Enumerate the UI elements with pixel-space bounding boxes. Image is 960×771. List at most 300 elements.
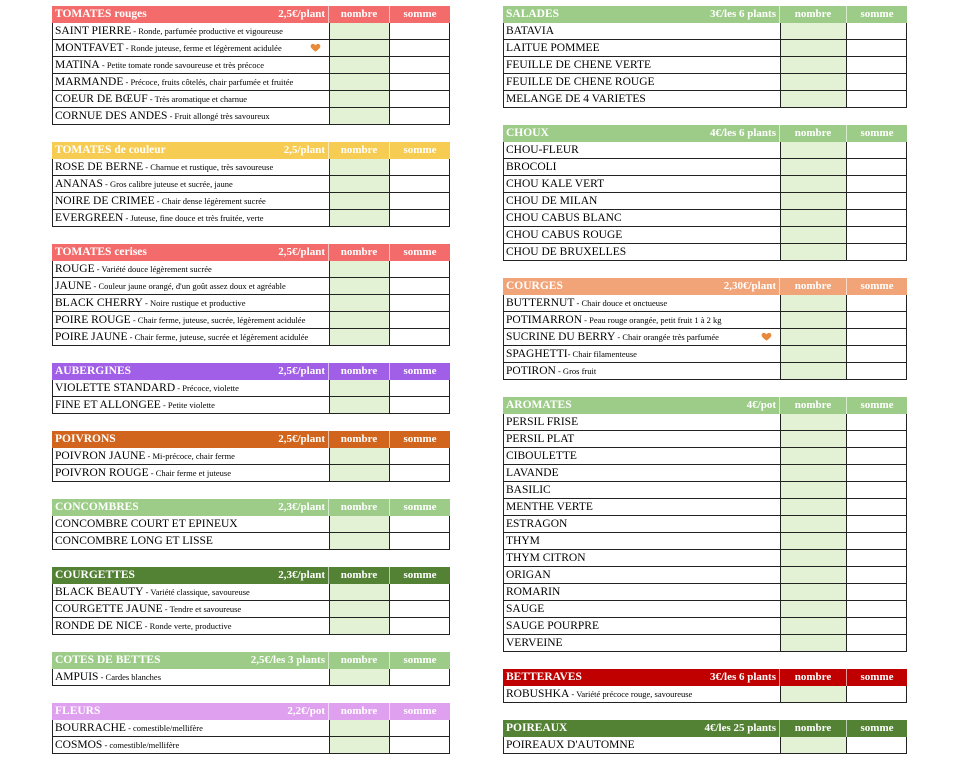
sum-cell: [847, 193, 907, 209]
column-header-nombre: nombre: [328, 244, 389, 261]
quantity-cell[interactable]: [780, 567, 847, 583]
item-label: [53, 74, 329, 90]
item-label: [504, 193, 780, 209]
item-name: MATINA: [55, 59, 100, 71]
quantity-cell[interactable]: [329, 618, 390, 634]
sum-cell: [390, 312, 450, 328]
item-name: MARMANDE: [55, 76, 124, 88]
item-description: - Très aromatique et charnue: [147, 94, 248, 104]
quantity-cell[interactable]: [329, 57, 390, 73]
item-name: MELANGE DE 4 VARIETES: [506, 93, 646, 105]
quantity-cell[interactable]: [780, 635, 847, 651]
quantity-cell[interactable]: [329, 261, 390, 277]
quantity-cell[interactable]: [780, 142, 847, 158]
table-row: [53, 23, 450, 40]
table-row: [504, 584, 907, 601]
table-row: [53, 91, 450, 108]
item-rows: [503, 414, 907, 652]
quantity-cell[interactable]: [329, 601, 390, 617]
item-description: - Chair douce et onctueuse: [574, 298, 668, 308]
item-name: ROMARIN: [506, 586, 561, 598]
item-label: [504, 74, 780, 90]
item-name: VIOLETTE STANDARD: [55, 382, 176, 394]
table-row: [53, 329, 450, 346]
section-header: [52, 142, 450, 159]
table-row: [504, 550, 907, 567]
item-name: BLACK CHERRY: [55, 297, 143, 309]
sum-cell: [390, 465, 450, 481]
item-label: [53, 397, 329, 413]
item-name: COEUR DE BŒUF: [55, 93, 148, 105]
quantity-cell[interactable]: [780, 533, 847, 549]
item-label: [504, 23, 780, 39]
section-header: [52, 6, 450, 23]
quantity-cell[interactable]: [329, 329, 390, 345]
sum-cell: [847, 601, 907, 617]
sum-cell: [847, 737, 907, 753]
section-price: 2,5€/plant: [278, 365, 325, 377]
quantity-cell[interactable]: [780, 176, 847, 192]
quantity-cell[interactable]: [329, 91, 390, 107]
column-header-somme: somme: [389, 6, 450, 23]
column-header-nombre: nombre: [328, 652, 389, 669]
table-row: [53, 193, 450, 210]
quantity-cell[interactable]: [329, 176, 390, 192]
item-label: [53, 618, 329, 634]
sum-cell: [847, 584, 907, 600]
sum-cell: [847, 176, 907, 192]
sum-cell: [390, 159, 450, 175]
item-name: LAITUE POMMEE: [506, 42, 600, 54]
table-row: [53, 584, 450, 601]
section-title: AROMATES: [506, 399, 572, 411]
item-name: CHOU KALE VERT: [506, 178, 605, 190]
item-label: [53, 448, 329, 464]
item-label: [504, 550, 780, 566]
item-label: [504, 465, 780, 481]
item-name: ROSE DE BERNE: [55, 161, 144, 173]
item-name: MENTHE VERTE: [506, 501, 593, 513]
item-label: [504, 295, 780, 311]
sum-cell: [390, 329, 450, 345]
table-row: [504, 686, 907, 703]
table-row: [53, 516, 450, 533]
item-name: SAUGE: [506, 603, 545, 615]
item-rows: [52, 720, 450, 754]
table-row: [504, 210, 907, 227]
quantity-cell[interactable]: [780, 618, 847, 634]
section-betteraves: [503, 669, 907, 703]
table-row: [53, 278, 450, 295]
column-header-somme: somme: [846, 278, 907, 295]
quantity-cell[interactable]: [329, 737, 390, 753]
quantity-cell[interactable]: [780, 550, 847, 566]
table-row: [53, 74, 450, 91]
item-label: [504, 40, 780, 56]
sum-cell: [847, 618, 907, 634]
quantity-cell[interactable]: [780, 363, 847, 379]
quantity-cell[interactable]: [329, 465, 390, 481]
quantity-cell[interactable]: [329, 108, 390, 124]
sum-cell: [847, 40, 907, 56]
section-header: [52, 652, 450, 669]
item-name: POTIMARRON: [506, 314, 583, 326]
item-label: [53, 210, 329, 226]
column-header-somme: somme: [846, 125, 907, 142]
table-row: [53, 669, 450, 686]
table-row: [53, 312, 450, 329]
table-row: [504, 295, 907, 312]
item-name: FINE ET ALLONGEE: [55, 399, 161, 411]
table-row: [53, 176, 450, 193]
item-label: [504, 312, 780, 328]
item-name: THYM: [506, 535, 540, 547]
item-name: CHOU-FLEUR: [506, 144, 579, 156]
quantity-cell[interactable]: [780, 91, 847, 107]
column-header-somme: somme: [846, 669, 907, 686]
quantity-cell[interactable]: [780, 74, 847, 90]
quantity-cell[interactable]: [780, 482, 847, 498]
section-price: 2,5€/plant: [278, 8, 325, 20]
item-name: POIVRON JAUNE: [55, 450, 146, 462]
quantity-cell[interactable]: [780, 686, 847, 702]
column-header-nombre: nombre: [328, 142, 389, 159]
item-label: [504, 210, 780, 226]
section-title: COURGES: [506, 280, 563, 292]
quantity-cell[interactable]: [329, 516, 390, 532]
section-title: CONCOMBRES: [55, 501, 139, 513]
item-rows: [52, 261, 450, 346]
section-price: 3€/les 6 plants: [709, 8, 776, 20]
item-description: - Chair ferme et juteuse: [148, 468, 231, 478]
quantity-cell[interactable]: [780, 584, 847, 600]
table-row: [504, 244, 907, 261]
sum-cell: [847, 465, 907, 481]
item-name: ORIGAN: [506, 569, 551, 581]
table-row: [53, 720, 450, 737]
sum-cell: [390, 618, 450, 634]
table-row: [53, 601, 450, 618]
section-header: [52, 244, 450, 261]
item-rows: [52, 23, 450, 125]
item-name: CHOU CABUS BLANC: [506, 212, 622, 224]
quantity-cell[interactable]: [780, 329, 847, 345]
item-label: [504, 159, 780, 175]
item-label: [53, 278, 329, 294]
quantity-cell[interactable]: [329, 193, 390, 209]
table-row: [53, 533, 450, 550]
quantity-cell[interactable]: [329, 533, 390, 549]
quantity-cell[interactable]: [329, 40, 390, 56]
quantity-cell[interactable]: [780, 465, 847, 481]
section-title: SALADES: [506, 8, 560, 20]
item-name: COSMOS: [55, 739, 103, 751]
sum-cell: [847, 635, 907, 651]
left-column: [52, 6, 450, 771]
column-header-somme: somme: [389, 363, 450, 380]
item-rows: [503, 23, 907, 108]
column-header-somme: somme: [846, 720, 907, 737]
quantity-cell[interactable]: [329, 159, 390, 175]
item-name: BROCOLI: [506, 161, 557, 173]
quantity-cell[interactable]: [780, 499, 847, 515]
column-header-somme: somme: [389, 652, 450, 669]
heart-icon: [761, 331, 772, 342]
section-price: 3€/les 6 plants: [709, 671, 776, 683]
item-label: [53, 601, 329, 617]
table-row: [504, 159, 907, 176]
item-label: [504, 584, 780, 600]
section-title: TOMATES cerises: [55, 246, 147, 258]
item-description: - Fruit allongé très savoureux: [167, 111, 270, 121]
section-price: 4€/pot: [746, 399, 776, 411]
item-description: - Petite tomate ronde savoureuse et très précoce: [99, 60, 264, 70]
table-row: [53, 108, 450, 125]
item-rows: [503, 142, 907, 261]
item-label: [53, 516, 329, 532]
table-row: [504, 414, 907, 431]
item-name: SAUGE POURPRE: [506, 620, 599, 632]
table-row: [53, 261, 450, 278]
quantity-cell[interactable]: [329, 720, 390, 736]
item-name: BLACK BEAUTY: [55, 586, 144, 598]
right-column: [503, 6, 907, 771]
item-description: - Juteuse, fine douce et très fruitée, verte: [123, 213, 264, 223]
item-description: - Variété douce légèrement sucrée: [94, 264, 212, 274]
item-label: [504, 618, 780, 634]
item-description: - Chair dense légèrement sucrée: [154, 196, 266, 206]
item-label: [504, 601, 780, 617]
quantity-cell[interactable]: [780, 601, 847, 617]
sum-cell: [390, 23, 450, 39]
item-description: - Ronde verte, productive: [142, 621, 232, 631]
column-header-somme: somme: [389, 142, 450, 159]
item-description: - Ronde juteuse, ferme et légèrement acidulée: [123, 43, 282, 53]
table-row: [53, 737, 450, 754]
quantity-cell[interactable]: [329, 669, 390, 685]
item-label: [504, 346, 780, 362]
sum-cell: [390, 74, 450, 90]
table-row: [504, 40, 907, 57]
sum-cell: [390, 737, 450, 753]
quantity-cell[interactable]: [780, 57, 847, 73]
sum-cell: [390, 210, 450, 226]
sum-cell: [390, 669, 450, 685]
quantity-cell[interactable]: [780, 448, 847, 464]
item-name: MONTFAVET: [55, 42, 124, 54]
section-title: AUBERGINES: [55, 365, 132, 377]
sum-cell: [847, 516, 907, 532]
item-label: [53, 261, 329, 277]
item-label: [504, 567, 780, 583]
sum-cell: [390, 533, 450, 549]
table-row: [504, 142, 907, 159]
item-name: ROUGE: [55, 263, 95, 275]
item-label: [53, 533, 329, 549]
section-poivrons: [52, 431, 450, 482]
sum-cell: [390, 193, 450, 209]
item-name: SPAGHETTI: [506, 348, 568, 360]
quantity-cell[interactable]: [329, 448, 390, 464]
section-salades: [503, 6, 907, 108]
quantity-cell[interactable]: [329, 74, 390, 90]
quantity-cell[interactable]: [329, 278, 390, 294]
item-label: [53, 40, 329, 56]
item-name: CONCOMBRE COURT ET EPINEUX: [55, 518, 238, 530]
table-row: [53, 448, 450, 465]
item-label: [504, 142, 780, 158]
section-price: 2,5€/plant: [278, 246, 325, 258]
item-label: [504, 516, 780, 532]
sum-cell: [390, 91, 450, 107]
section-title: COTES DE BETTES: [55, 654, 161, 666]
sum-cell: [847, 142, 907, 158]
column-header-nombre: nombre: [328, 567, 389, 584]
sum-cell: [847, 227, 907, 243]
quantity-cell[interactable]: [780, 431, 847, 447]
section-price: 2,30€/plant: [723, 280, 776, 292]
item-description: - comestible/mellifère: [125, 723, 203, 733]
quantity-cell[interactable]: [780, 159, 847, 175]
item-label: [504, 448, 780, 464]
item-name: RONDE DE NICE: [55, 620, 143, 632]
quantity-cell[interactable]: [780, 295, 847, 311]
item-description: - Chair filamenteuse: [567, 349, 637, 359]
sum-cell: [390, 176, 450, 192]
table-row: [504, 176, 907, 193]
table-row: [504, 618, 907, 635]
column-header-somme: somme: [389, 703, 450, 720]
section-header: [52, 363, 450, 380]
quantity-cell[interactable]: [780, 737, 847, 753]
quantity-cell[interactable]: [329, 312, 390, 328]
item-label: [504, 227, 780, 243]
item-name: SUCRINE DU BERRY: [506, 331, 616, 343]
section-tomates-cerises: [52, 244, 450, 346]
table-row: [504, 499, 907, 516]
item-label: [53, 329, 329, 345]
table-row: [504, 23, 907, 40]
item-label: [504, 635, 780, 651]
item-name: SAINT PIERRE: [55, 25, 132, 37]
table-row: [53, 380, 450, 397]
item-name: BUTTERNUT: [506, 297, 575, 309]
item-label: [53, 91, 329, 107]
quantity-cell[interactable]: [780, 193, 847, 209]
section-price: 2,3€/plant: [278, 569, 325, 581]
section-aromates: [503, 397, 907, 652]
item-description: - Mi-précoce, chair ferme: [145, 451, 235, 461]
quantity-cell[interactable]: [329, 584, 390, 600]
table-row: [504, 312, 907, 329]
sum-cell: [847, 312, 907, 328]
item-label: [53, 57, 329, 73]
item-label: [504, 414, 780, 430]
column-header-nombre: nombre: [779, 397, 846, 414]
column-header-nombre: nombre: [328, 499, 389, 516]
quantity-cell[interactable]: [780, 40, 847, 56]
section-title: POIVRONS: [55, 433, 116, 445]
table-row: [53, 618, 450, 635]
item-name: CHOU DE BRUXELLES: [506, 246, 627, 258]
table-row: [504, 363, 907, 380]
item-name: VERVEINE: [506, 637, 563, 649]
item-label: [504, 176, 780, 192]
quantity-cell[interactable]: [780, 23, 847, 39]
column-header-somme: somme: [389, 499, 450, 516]
column-header-nombre: nombre: [779, 125, 846, 142]
section-title: FLEURS: [55, 705, 101, 717]
item-name: ANANAS: [55, 178, 103, 190]
table-row: [504, 635, 907, 652]
item-name: LAVANDE: [506, 467, 559, 479]
item-label: [53, 295, 329, 311]
sum-cell: [390, 57, 450, 73]
section-price: 2,5/plant: [283, 144, 325, 156]
quantity-cell[interactable]: [780, 312, 847, 328]
column-header-nombre: nombre: [779, 669, 846, 686]
column-header-nombre: nombre: [779, 6, 846, 23]
item-label: [504, 91, 780, 107]
sum-cell: [847, 448, 907, 464]
section-price: 2,2€/pot: [287, 705, 325, 717]
item-label: [504, 533, 780, 549]
sum-cell: [390, 720, 450, 736]
item-name: PERSIL FRISE: [506, 416, 579, 428]
section-header: [503, 278, 907, 295]
item-name: CHOU DE MILAN: [506, 195, 598, 207]
quantity-cell[interactable]: [780, 227, 847, 243]
section-title: TOMATES de couleur: [55, 144, 166, 156]
table-row: [504, 601, 907, 618]
quantity-cell[interactable]: [329, 23, 390, 39]
item-label: [504, 431, 780, 447]
column-header-nombre: nombre: [779, 720, 846, 737]
quantity-cell[interactable]: [780, 210, 847, 226]
table-row: [504, 431, 907, 448]
quantity-cell[interactable]: [780, 516, 847, 532]
table-row: [504, 533, 907, 550]
sum-cell: [390, 397, 450, 413]
sum-cell: [847, 210, 907, 226]
quantity-cell[interactable]: [329, 295, 390, 311]
quantity-cell[interactable]: [780, 346, 847, 362]
item-label: [504, 363, 780, 379]
quantity-cell[interactable]: [329, 210, 390, 226]
item-label: [53, 584, 329, 600]
sum-cell: [847, 23, 907, 39]
section-header: [52, 703, 450, 720]
column-header-nombre: nombre: [779, 278, 846, 295]
quantity-cell[interactable]: [780, 414, 847, 430]
item-label: [53, 380, 329, 396]
item-rows: [52, 516, 450, 550]
section-price: 2,5€/les 3 plants: [250, 654, 325, 666]
section-header: [503, 125, 907, 142]
column-header-nombre: nombre: [328, 703, 389, 720]
section-cotes-de-bettes: [52, 652, 450, 686]
item-rows: [52, 448, 450, 482]
column-header-somme: somme: [846, 6, 907, 23]
item-name: JAUNE: [55, 280, 92, 292]
quantity-cell[interactable]: [329, 397, 390, 413]
sum-cell: [847, 533, 907, 549]
item-description: - comestible/mellifère: [102, 740, 180, 750]
section-price: 2,3€/plant: [278, 501, 325, 513]
quantity-cell[interactable]: [780, 244, 847, 260]
sum-cell: [847, 346, 907, 362]
quantity-cell[interactable]: [329, 380, 390, 396]
